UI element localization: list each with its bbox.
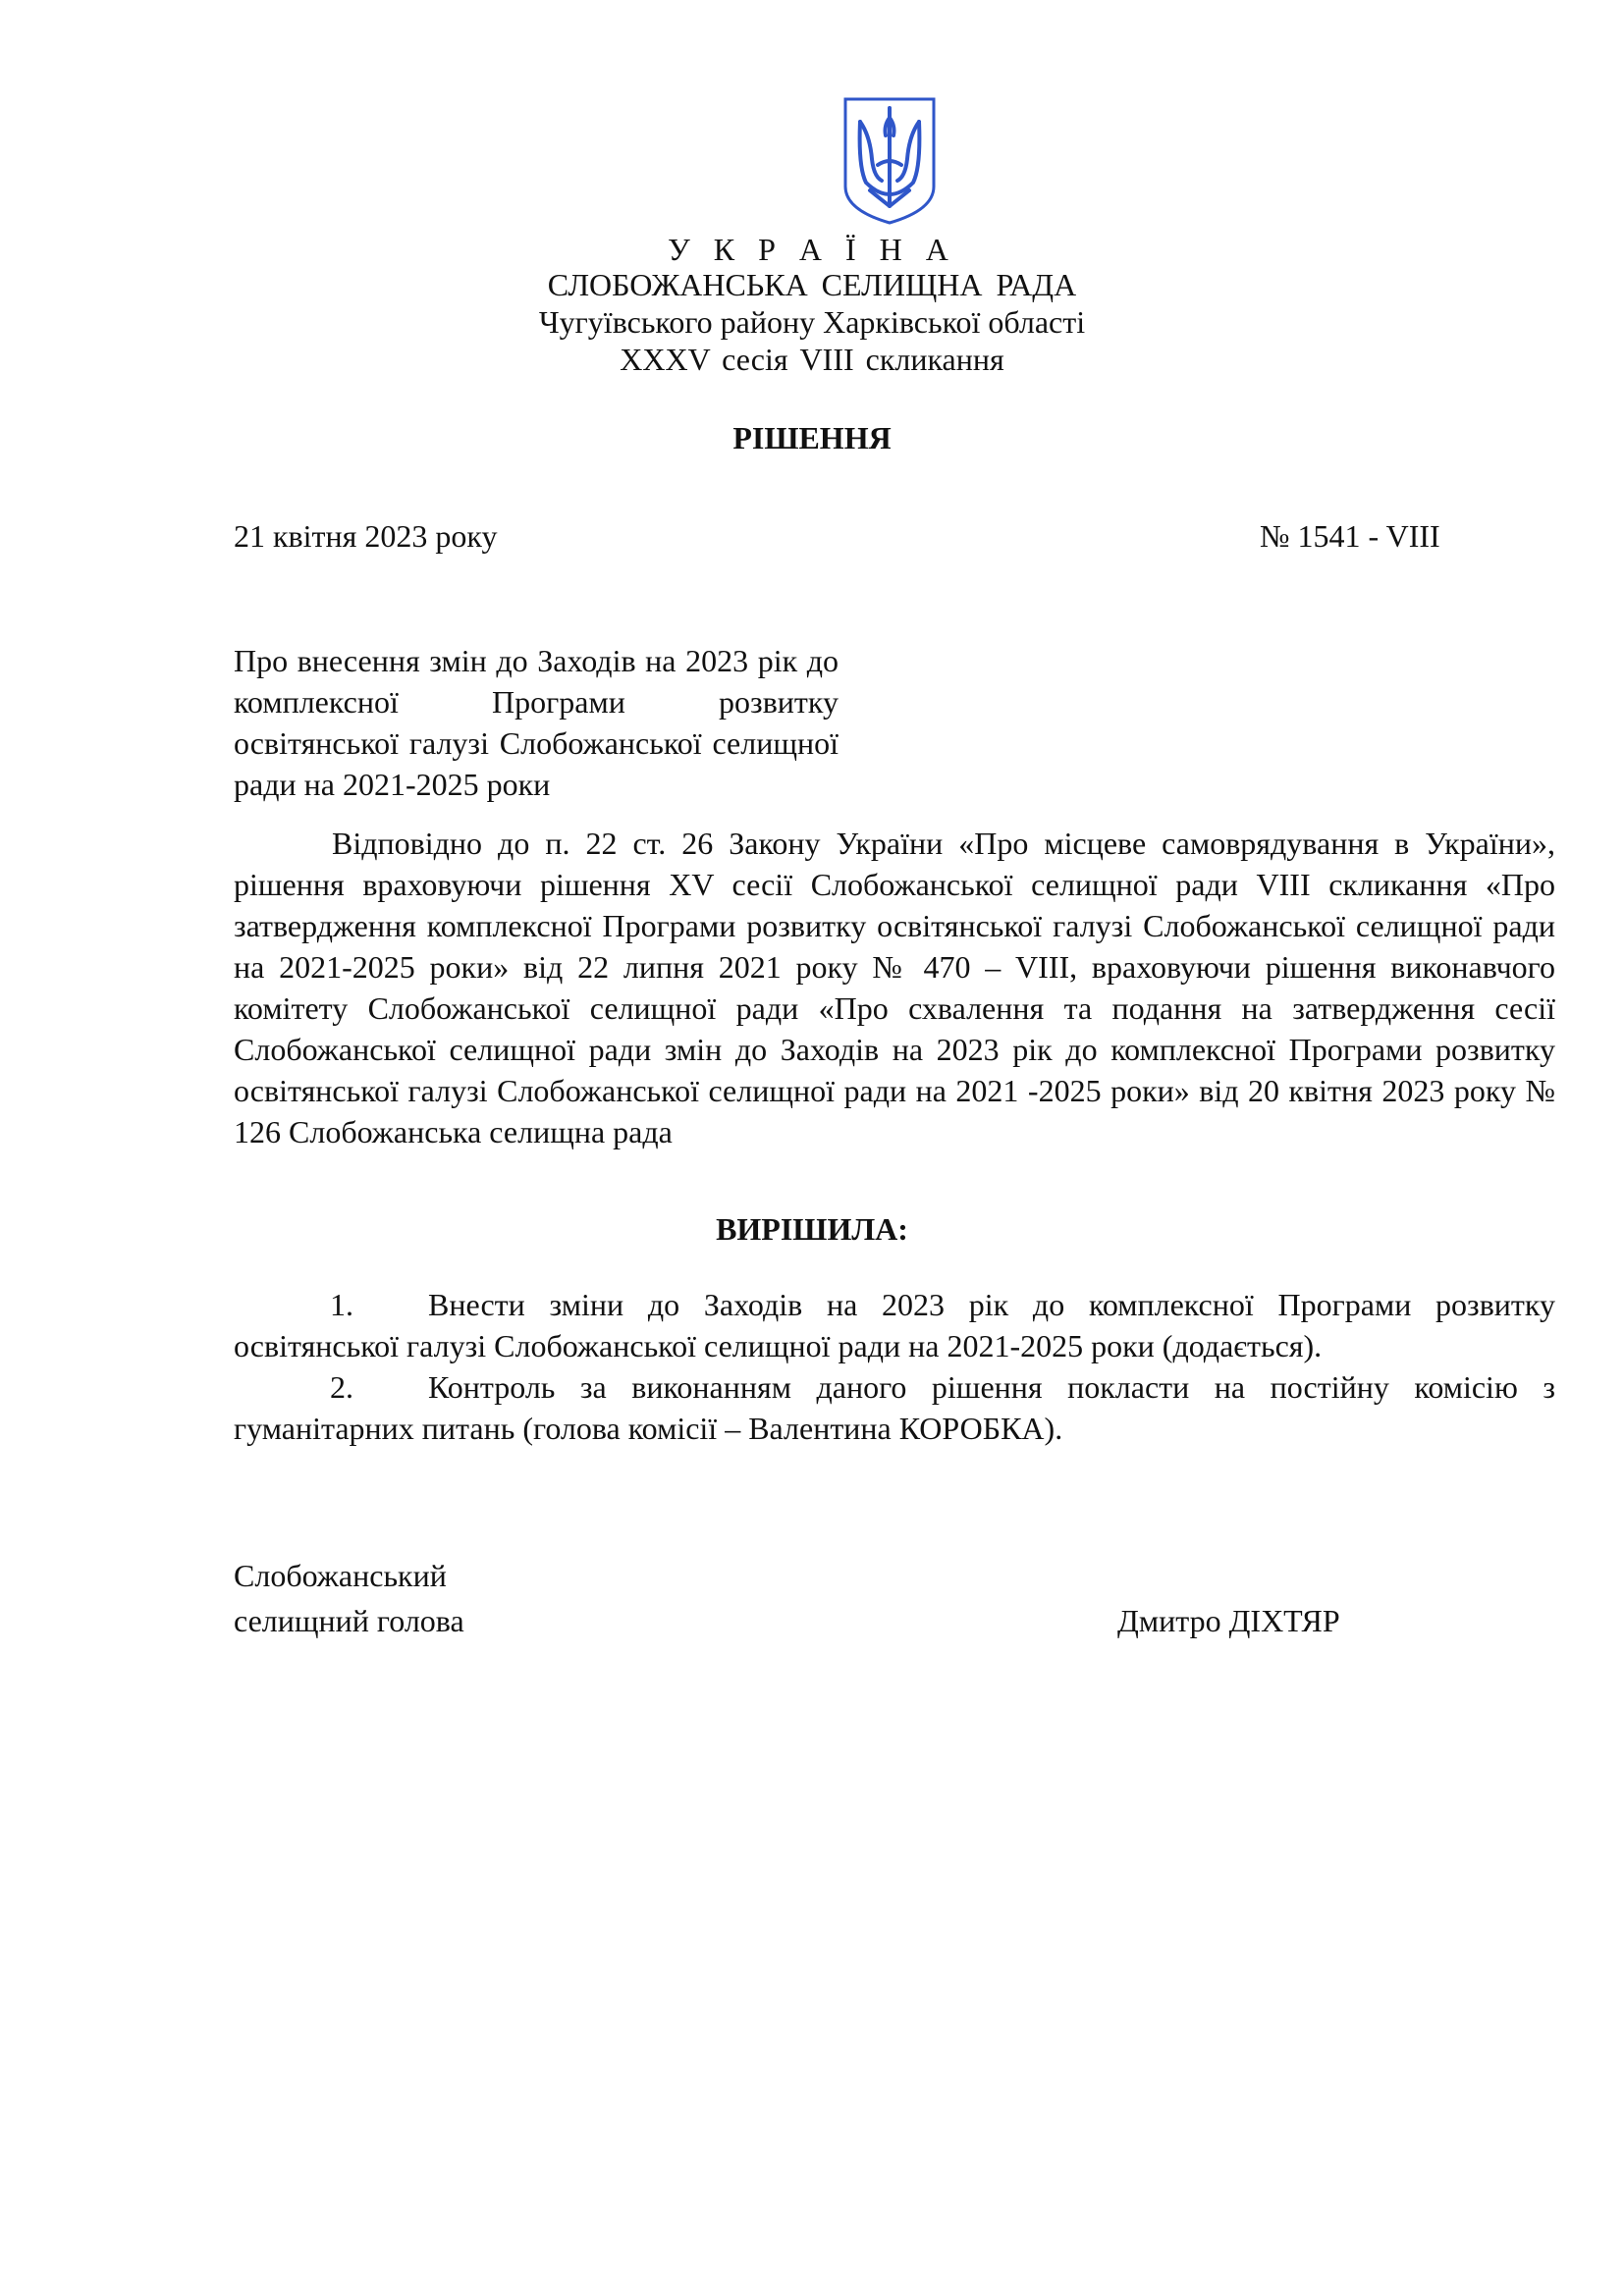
coat-of-arms-emblem-icon <box>842 96 937 226</box>
document-type-title: РІШЕННЯ <box>732 420 892 455</box>
signatory-title-line: селищний голова <box>234 1603 464 1638</box>
signatory-title <box>234 1553 464 1643</box>
header-country: У К Р А Ї Н А <box>668 232 956 267</box>
item-number: 1. <box>330 1287 353 1322</box>
signatory-title-line: Слобожанський <box>234 1558 447 1593</box>
item-number: 2. <box>330 1369 353 1405</box>
decision-number: № 1541 - VIII <box>1260 518 1440 554</box>
item-text: Контроль за виконанням даного рішення покласти на постійну комісію з гуманітарних питань (голова комісії – Валентина КОРОБКА). <box>234 1369 1555 1446</box>
item-text: Внести зміни до Заходів на 2023 рік до комплексної Програми розвитку освітянської галузі Слобожанської селищної ради на 2021-2025 роки (додається). <box>234 1287 1555 1363</box>
decision-date: 21 квітня 2023 року <box>234 518 498 554</box>
resolution-item <box>234 1366 1555 1449</box>
header-council-name: СЛОБОЖАНСЬКА СЕЛИЩНА РАДА <box>547 267 1077 302</box>
resolution-items <box>234 1284 1555 1449</box>
header-session: XXXV сесія VIII скликання <box>620 342 1004 377</box>
resolved-heading: ВИРІШИЛА: <box>716 1211 908 1247</box>
preamble-paragraph: Відповідно до п. 22 ст. 26 Закону України «Про місцеве самоврядування в України», рішення враховуючи рішення XV сесії Слобожанської селищної ради VIII скликання «Про затвердження комплексної Програми розвитку освітянської галузі Слобожанської селищної ради на 2021-2025 роки» від 22 липня 2021 року № 470 – VIII, враховуючи рішення виконавчого комітету Слобожанської селищної ради «Про схвалення та подання на затвердження сесії Слобожанської селищної ради змін до Заходів на 2023 рік до комплексної Програми розвитку освітянської галузі Слобожанської селищної ради на 2021 -2025 роки» від 20 квітня 2023 року № 126 Слобожанська селищна рада <box>234 826 1555 1149</box>
decision-subject: Про внесення змін до Заходів на 2023 рік до комплексної Програми розвитку освітянської галузі Слобожанської селищної ради на 2021-2025 роки <box>234 643 839 802</box>
resolution-item <box>234 1284 1555 1366</box>
header-district: Чугуївського району Харківської області <box>538 304 1086 340</box>
signatory-name: Дмитро ДІХТЯР <box>1117 1603 1340 1638</box>
